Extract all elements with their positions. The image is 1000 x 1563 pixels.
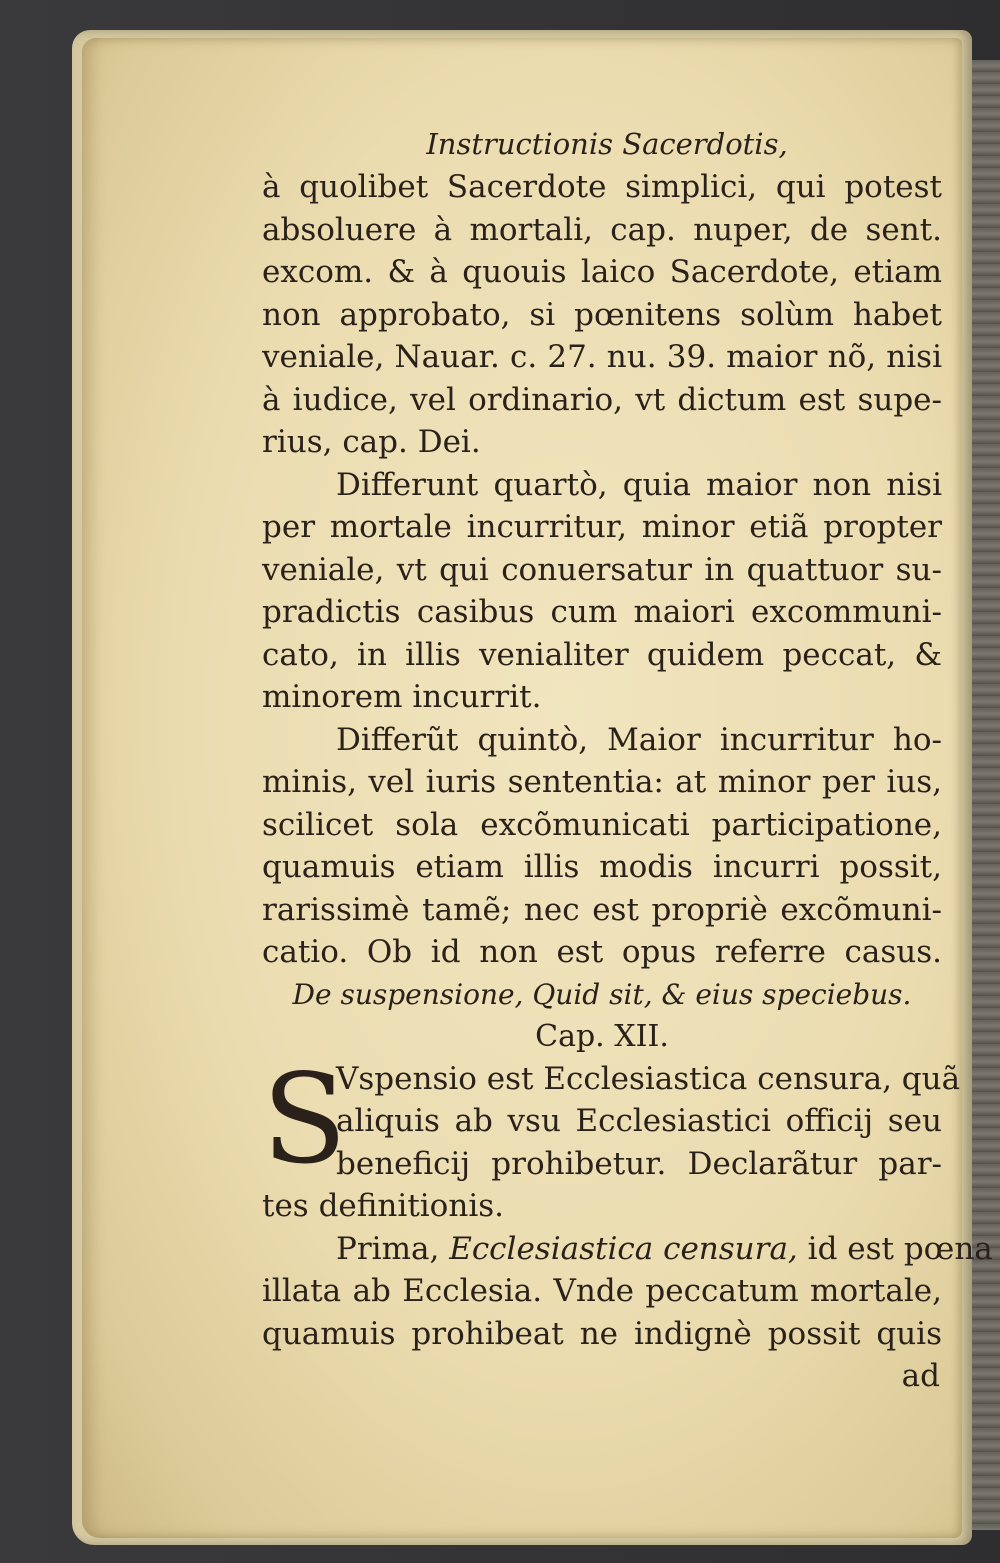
text-line: rarissimè tamẽ; nec est propriè excõmuni- <box>262 891 942 928</box>
prima-rest: id est pœna <box>807 1230 993 1267</box>
text-line: minorem incurrit. <box>262 679 542 715</box>
text-line <box>262 1228 993 1271</box>
catchword: ad <box>901 1358 940 1394</box>
text-line: veniale, vt qui conuersatur in quattuor su- <box>262 551 942 588</box>
text-line: aliquis ab vsu Ecclesiastici officij seu <box>336 1103 942 1139</box>
text-line: à quolibet Sacerdote simplici, qui potest <box>262 169 942 205</box>
text-line: tes definitionis. <box>262 1188 504 1224</box>
text-line: pradictis casibus cum maiori excommuni- <box>262 594 942 630</box>
running-head: Instructionis Sacerdotis, <box>426 127 788 161</box>
text-line: quamuis prohibeat ne indignè possit quis <box>262 1315 942 1352</box>
text-line: quamuis etiam illis modis incurri possit, <box>262 849 942 885</box>
text-line: Differũt quintò, Maior incurritur ho- <box>336 721 942 758</box>
text-line: Vspensio est Ecclesiastica censura, quã <box>336 1060 961 1097</box>
text-line: excom. & à quouis laico Sacerdote, etiam <box>262 254 942 290</box>
text-line: minis, vel iuris sententia: at minor per ius, <box>262 764 942 800</box>
text-line: à iudice, vel ordinario, vt dictum est supe- <box>262 381 942 418</box>
text-line: illata ab Ecclesia. Vnde peccatum mortale, <box>262 1273 942 1309</box>
prima-italic: Ecclesiastica censura, <box>449 1230 798 1267</box>
text-line: non approbato, si pœnitens solùm habet <box>262 296 942 333</box>
text-line: scilicet sola excõmunicati participatione, <box>262 806 942 843</box>
drop-cap: S <box>262 1047 347 1192</box>
text-line: per mortale incurritur, minor etiã propter <box>262 509 942 545</box>
prima-lead: Prima, <box>336 1230 440 1267</box>
page-text <box>262 122 993 1398</box>
chapter-number: Cap. XII. <box>535 1018 669 1054</box>
text-line: catio. Ob id non est opus referre casus. <box>262 934 942 970</box>
chapter-title: De suspensione, Quid sit, & eius speciebus. <box>292 977 912 1011</box>
text-line: veniale, Nauar. c. 27. nu. 39. maior nõ, nisi <box>262 339 942 375</box>
text-line: rius, cap. Dei. <box>262 424 481 460</box>
text-line: cato, in illis venialiter quidem peccat, & <box>262 636 942 673</box>
text-line: beneficij prohibetur. Declarãtur par- <box>336 1145 942 1182</box>
drop-cap-block <box>262 1047 961 1192</box>
text-line: absoluere à mortali, cap. nuper, de sent. <box>262 211 942 248</box>
text-line: Differunt quartò, quia maior non nisi <box>336 466 942 503</box>
